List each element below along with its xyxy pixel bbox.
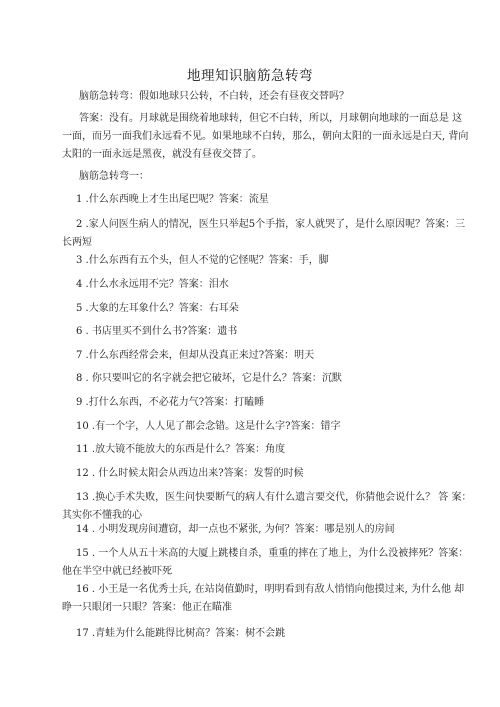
list-item-question: . 什么时候太阳会从西边出来?答案：发誓的时候 — [88, 468, 304, 479]
list-item-question: . 你只要叫它的名字就会把它破坏，它是什么？答案：沉默 — [82, 373, 342, 384]
list-item-question: . 小明发现房间遭窃，却一点也不紧张, 为何？答案：哪是别人的房间 — [88, 524, 395, 535]
list-item-number: 7 — [76, 350, 83, 361]
list-item — [62, 581, 465, 617]
list-item-text — [62, 276, 462, 294]
list-item-continuation: 他在半空中就已经被吓死 — [62, 566, 172, 577]
list-item — [62, 489, 472, 525]
list-item-continuation: 长两短 — [62, 237, 92, 248]
list-item — [62, 191, 462, 209]
list-item-question: .家人问医生病人的情况，医生只举起5个手指，家人就哭了，是什么原因呢？答案：三 — [82, 219, 466, 230]
list-item-question: .大象的左耳象什么？答案：右耳朵 — [82, 303, 239, 314]
list-item-number: 5 — [76, 303, 83, 314]
section-heading: 脑筋急转弯一： — [79, 171, 149, 182]
list-item-text — [62, 191, 462, 209]
list-item-number: 8 — [76, 373, 83, 384]
list-item-question: . 书店里买不到什么书?答案：遗书 — [82, 326, 238, 337]
list-item — [62, 370, 462, 388]
list-item — [62, 252, 462, 270]
list-item-number: 15 — [76, 548, 89, 559]
list-item — [62, 394, 462, 412]
list-item-text — [62, 418, 462, 436]
list-item-text — [62, 394, 462, 412]
list-item-number: 3 — [76, 255, 83, 266]
list-item-question: . 一个人从五十米高的大厦上跳楼自杀，重重的摔在了地上，为什么没被摔死？答案： — [88, 548, 469, 559]
list-item — [62, 216, 466, 252]
list-item-text — [62, 465, 462, 483]
list-item-continuation: 睁一只眼闭一只眼？答案：他正在瞄准 — [62, 602, 232, 613]
page-title: 地理知识脑筋急转弯 — [187, 68, 313, 84]
list-item-text — [62, 521, 462, 539]
list-item — [62, 347, 462, 365]
list-item-text — [62, 300, 462, 318]
list-item-text — [62, 581, 465, 599]
list-item-question: .什么东西晚上才生出尾巴呢？答案：流星 — [82, 194, 269, 205]
list-item — [62, 465, 462, 483]
list-item-question: .有一个字，人人见了都会念错。这是什么字?答案：错字 — [88, 421, 341, 432]
list-item-question: .什么东西经常会来，但却从没真正来过?答案：明天 — [82, 350, 315, 361]
list-item-question: .什么水永远用不完？答案：泪水 — [82, 279, 229, 290]
list-item — [62, 276, 462, 294]
list-item-number: 2 — [76, 219, 83, 230]
list-item — [62, 300, 462, 318]
list-item-number: 10 — [76, 421, 89, 432]
list-item — [62, 625, 462, 643]
list-item-number: 17 — [76, 628, 89, 639]
list-item-text — [62, 252, 462, 270]
list-item-text — [62, 441, 462, 459]
list-item-question: .什么东西有五个头，但人不觉的它怪呢？答案：手，脚 — [82, 255, 329, 266]
list-item-text — [62, 323, 462, 341]
list-item-question: .放大镜不能放大的东西是什么？答案：角度 — [88, 444, 286, 455]
list-item-number: 1 — [76, 194, 83, 205]
list-item-text — [62, 347, 462, 365]
list-item-number: 9 — [76, 397, 83, 408]
list-item-text — [62, 545, 469, 563]
list-item — [62, 418, 462, 436]
list-item-number: 11 — [76, 444, 89, 455]
list-item — [62, 441, 462, 459]
list-item-question: .打什么东西，不必花力气?答案：打瞌睡 — [82, 397, 265, 408]
list-item-question: .换心手术失败，医生问快要断气的病人有什么遗言要交代，你猜他会说什么？ 答 案： — [88, 492, 472, 503]
intro-answer-line-1: 答案：没有。月球就是围绕着地球转，但它不白转，所以，月球朝向地球的一面总是 这 — [79, 113, 463, 124]
intro-question: 脑筋急转弯：假如地球只公转，不白转，还会有昼夜交替吗？ — [79, 91, 349, 102]
list-item-text — [62, 489, 472, 507]
list-item-question: . 小王是一名优秀士兵, 在站岗值勤时，明明看到有敌人悄悄向他摸过来, 为什么他 却 — [88, 584, 465, 595]
list-item-number: 6 — [76, 326, 83, 337]
intro-answer-line-2: 一面，而另一面我们永远看不见。如果地球不白转，那么，朝向太阳的一面永远是白天, 背向 — [62, 131, 469, 142]
list-item-text — [62, 216, 466, 234]
list-item — [62, 545, 469, 581]
list-item-question: .青蛙为什么能跳得比树高？答案：树不会跳 — [88, 628, 286, 639]
list-item-number: 12 — [76, 468, 89, 479]
list-item — [62, 323, 462, 341]
list-item — [62, 521, 462, 539]
list-item-number: 4 — [76, 279, 83, 290]
list-item-text — [62, 625, 462, 643]
list-item-continuation: 其实你不懂我的心 — [62, 510, 142, 521]
list-item-number: 13 — [76, 492, 89, 503]
list-item-text — [62, 370, 462, 388]
list-item-number: 14 — [76, 524, 89, 535]
intro-answer-line-3: 太阳的一面永远是黑夜，就没有昼夜交替了。 — [62, 149, 262, 160]
list-item-number: 16 — [76, 584, 89, 595]
